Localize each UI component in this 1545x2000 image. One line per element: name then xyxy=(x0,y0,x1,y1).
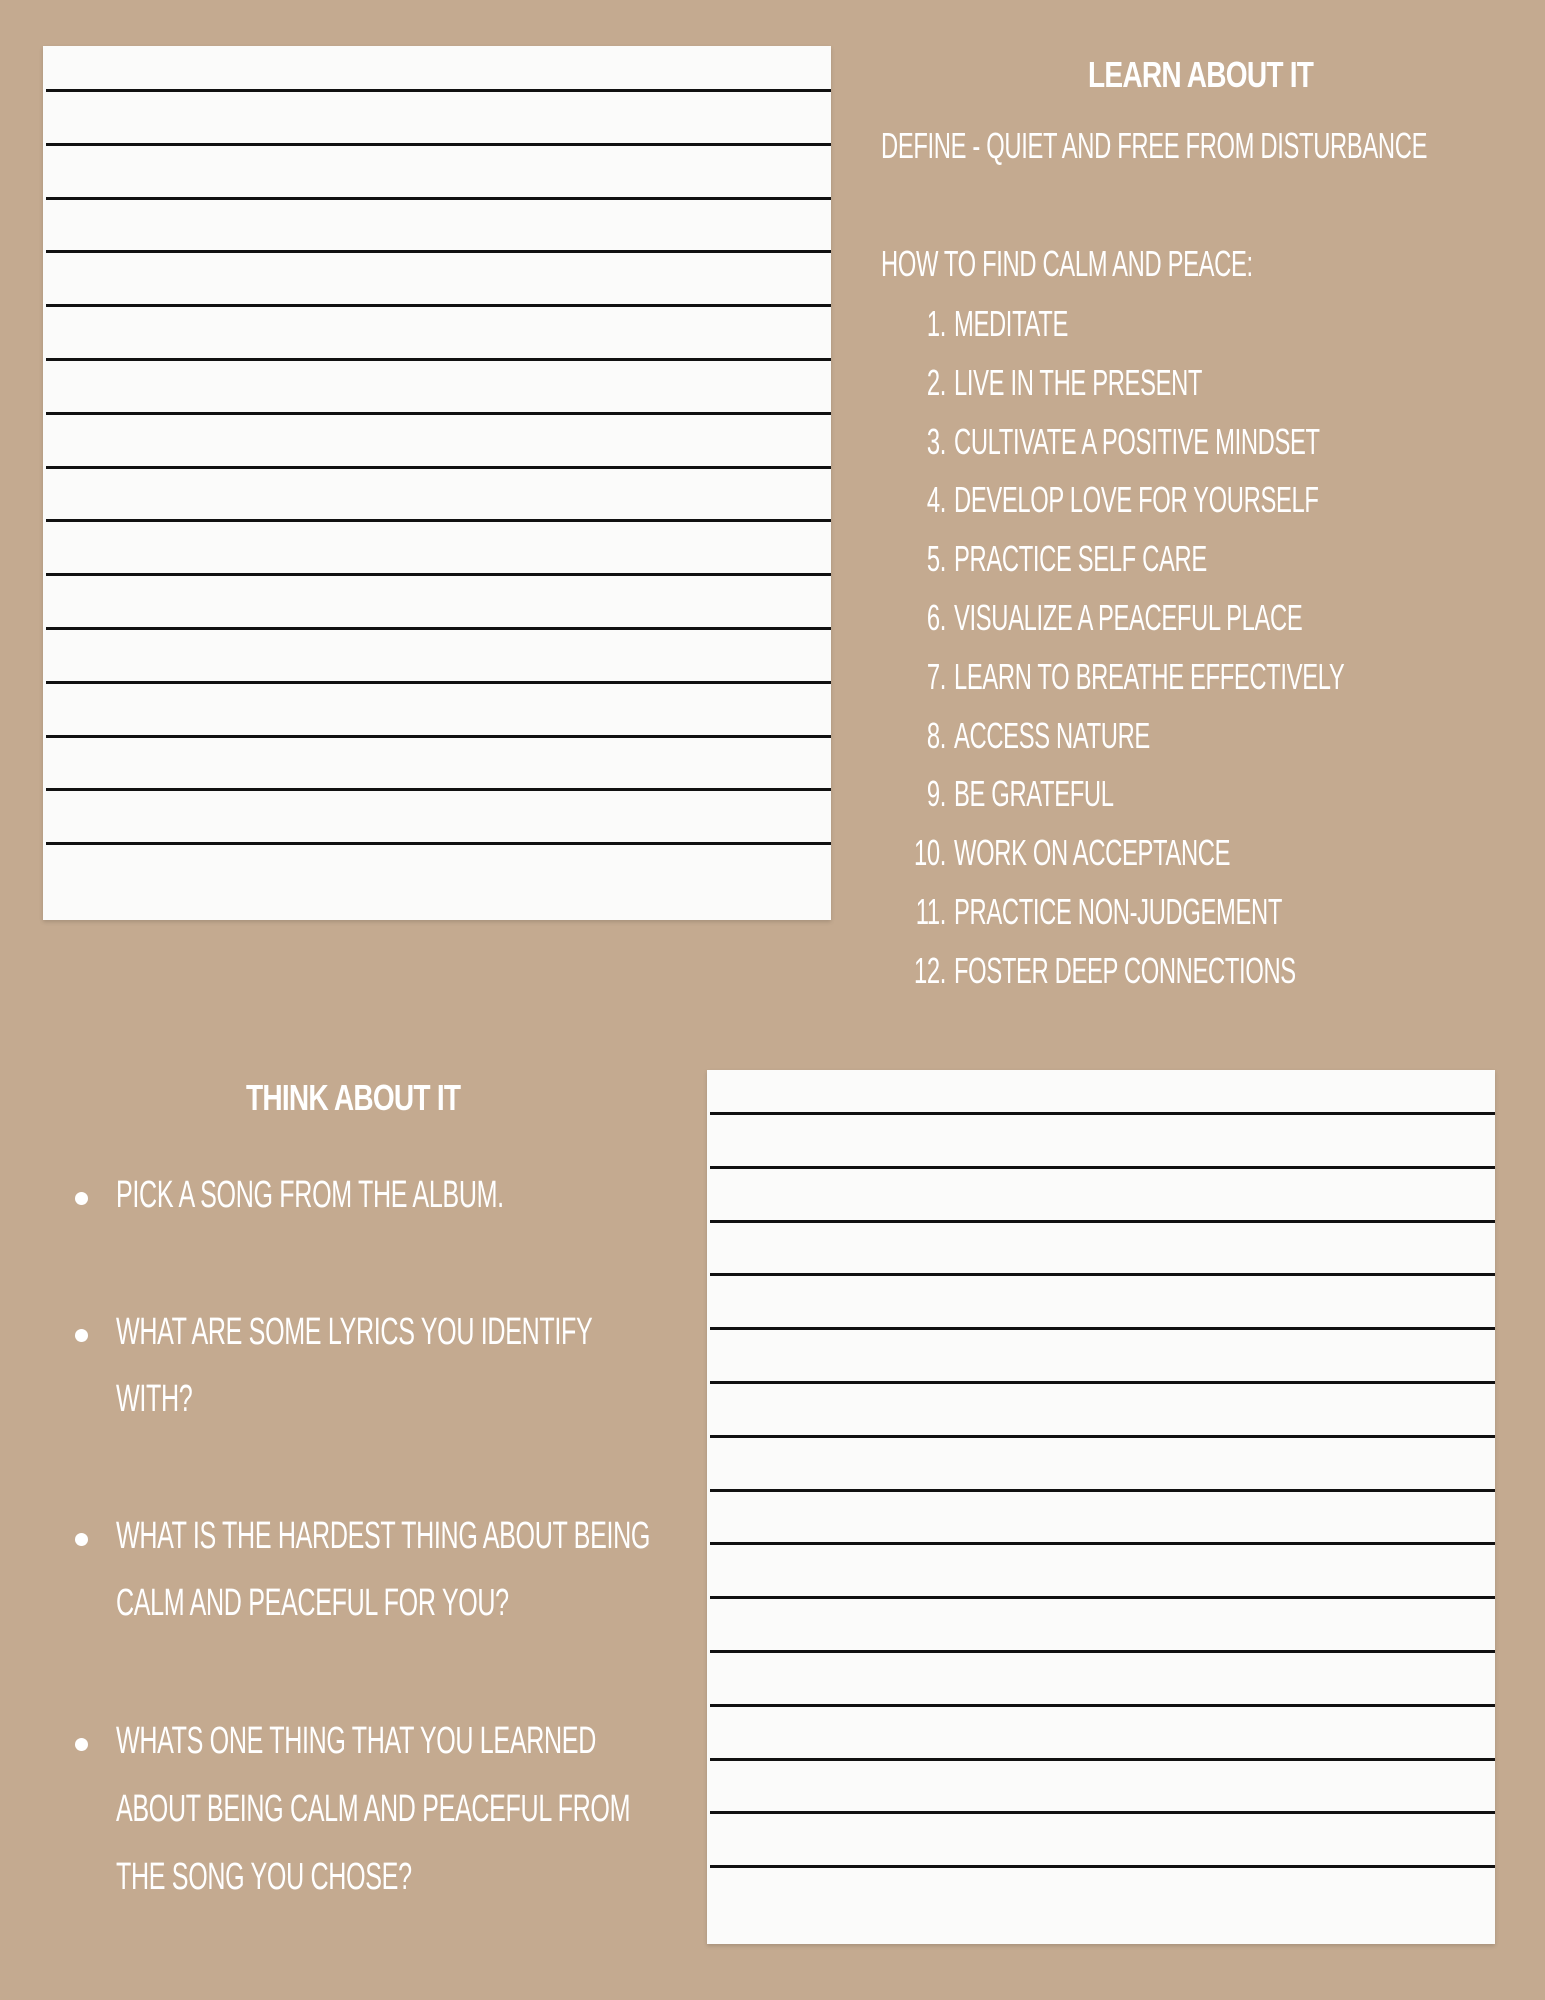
step-number: 6. xyxy=(926,597,946,638)
ruled-line xyxy=(710,1758,1495,1761)
ruled-line xyxy=(710,1489,1495,1492)
ruled-line xyxy=(710,1542,1495,1545)
ruled-line xyxy=(710,1327,1495,1330)
question-line: PICK A SONG FROM THE ALBUM. xyxy=(116,1174,504,1216)
ruled-line xyxy=(46,681,831,684)
bullet-dot-icon xyxy=(75,1192,88,1205)
step-number: 2. xyxy=(926,361,946,403)
ruled-line xyxy=(46,358,831,361)
ruled-line xyxy=(46,412,831,415)
step-number: 5. xyxy=(926,538,946,580)
ruled-line xyxy=(46,466,831,469)
ruled-line xyxy=(710,1273,1495,1276)
question-line: ABOUT BEING CALM AND PEACEFUL FROM xyxy=(116,1788,631,1830)
step-number: 12. xyxy=(913,949,946,991)
step-number: 1. xyxy=(926,303,946,344)
question-line: WHATS ONE THING THAT YOU LEARNED xyxy=(116,1720,596,1762)
step-number: 11. xyxy=(915,891,946,932)
ruled-line xyxy=(46,197,831,200)
ruled-line xyxy=(710,1381,1495,1384)
step-label: MEDITATE xyxy=(954,303,1068,344)
think-about-it-heading: THINK ABOUT IT xyxy=(246,1077,461,1118)
step-label: VISUALIZE A PEACEFUL PLACE xyxy=(954,597,1303,638)
definition-text: DEFINE - QUIET AND FREE FROM DISTURBANCE xyxy=(881,125,1428,166)
step-number: 7. xyxy=(926,655,946,697)
step-label: ACCESS NATURE xyxy=(954,714,1150,756)
ruled-line xyxy=(710,1650,1495,1653)
step-number: 10. xyxy=(913,832,946,874)
learn-about-it-heading: LEARN ABOUT IT xyxy=(1088,54,1314,95)
question-line: WHAT ARE SOME LYRICS YOU IDENTIFY xyxy=(116,1311,593,1353)
step-label: LIVE IN THE PRESENT xyxy=(954,361,1203,403)
ruled-line xyxy=(710,1166,1495,1169)
bullet-dot-icon xyxy=(75,1329,88,1342)
ruled-line xyxy=(46,627,831,630)
bullet-dot-icon xyxy=(75,1533,88,1546)
ruled-line xyxy=(46,304,831,307)
step-number: 3. xyxy=(926,420,946,462)
how-to-find-calm-heading: HOW TO FIND CALM AND PEACE: xyxy=(881,243,1253,284)
ruled-line xyxy=(46,842,831,845)
step-number: 8. xyxy=(926,714,946,756)
step-label: CULTIVATE A POSITIVE MINDSET xyxy=(954,420,1320,462)
ruled-line xyxy=(710,1865,1495,1868)
question-line: WITH? xyxy=(116,1378,193,1420)
lined-writing-area-bottom[interactable] xyxy=(707,1070,1495,1944)
ruled-line xyxy=(710,1596,1495,1599)
lined-writing-area-top[interactable] xyxy=(43,46,831,920)
step-label: DEVELOP LOVE FOR YOURSELF xyxy=(954,479,1319,521)
step-label: PRACTICE SELF CARE xyxy=(954,538,1207,580)
ruled-line xyxy=(46,788,831,791)
step-number: 4. xyxy=(926,479,946,521)
ruled-line xyxy=(46,519,831,522)
question-line: THE SONG YOU CHOSE? xyxy=(116,1856,412,1898)
step-label: PRACTICE NON-JUDGEMENT xyxy=(954,891,1283,932)
step-label: WORK ON ACCEPTANCE xyxy=(954,832,1231,874)
step-label: BE GRATEFUL xyxy=(954,773,1114,815)
ruled-line xyxy=(46,89,831,92)
question-line: CALM AND PEACEFUL FOR YOU? xyxy=(116,1582,509,1624)
ruled-line xyxy=(710,1220,1495,1223)
ruled-line xyxy=(710,1704,1495,1707)
ruled-line xyxy=(46,573,831,576)
step-label: LEARN TO BREATHE EFFECTIVELY xyxy=(954,655,1345,697)
bullet-dot-icon xyxy=(75,1738,88,1751)
ruled-line xyxy=(46,143,831,146)
ruled-line xyxy=(46,250,831,253)
ruled-line xyxy=(46,735,831,738)
step-label: FOSTER DEEP CONNECTIONS xyxy=(954,949,1296,991)
ruled-line xyxy=(710,1811,1495,1814)
step-number: 9. xyxy=(926,773,946,815)
ruled-line xyxy=(710,1435,1495,1438)
question-line: WHAT IS THE HARDEST THING ABOUT BEING xyxy=(116,1515,651,1557)
ruled-line xyxy=(710,1112,1495,1115)
